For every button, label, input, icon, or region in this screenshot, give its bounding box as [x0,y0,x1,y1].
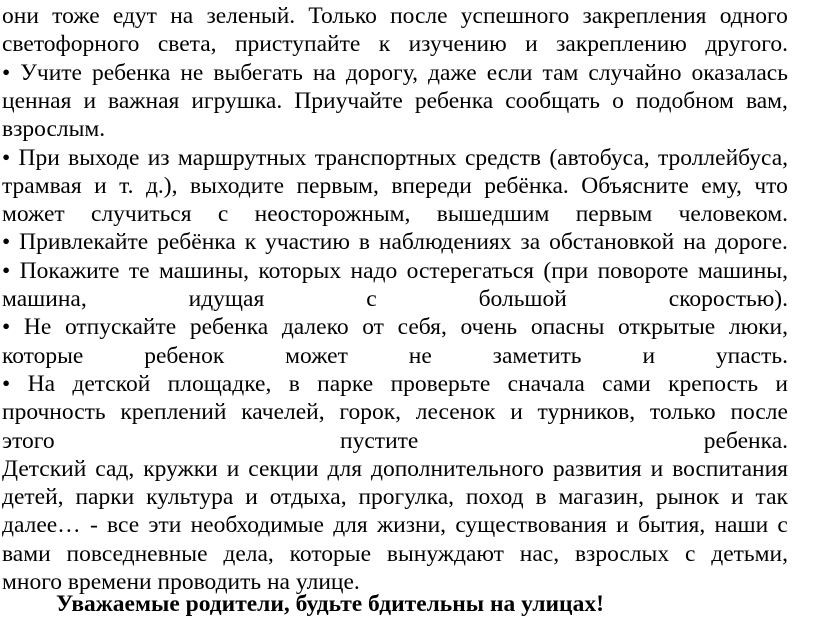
word: жизни, [376,512,447,539]
word: которых [258,257,342,284]
word: дополнительного [371,455,544,482]
word: с [217,201,229,228]
word: даже [427,59,477,86]
word: дороге. [715,229,788,256]
word: Покажите [19,257,120,284]
word: горок, [339,399,402,426]
word: идущая [188,286,265,312]
text-line [2,483,788,512]
word: не [180,59,204,86]
word: очень [460,314,518,341]
word: На [27,370,55,397]
word: турников, [537,399,636,426]
word: этого [2,427,55,454]
word: вынуждают [386,540,504,567]
word: случайно [588,59,682,86]
word: повседневные [66,540,208,567]
word: и [245,484,258,511]
word: на [266,569,290,595]
word: т. [119,172,134,199]
word: наши [714,512,769,539]
word: важная [108,87,180,114]
word: Учите [20,59,82,86]
word: там [542,59,579,86]
word: парке [317,370,374,397]
word: ему, [701,172,742,199]
word: детьми, [711,540,788,567]
word: нас, [519,540,560,567]
word: (автобуса, [549,144,650,171]
text-line [2,228,788,257]
word: из [147,144,170,171]
word: выбегать [213,59,303,86]
word: после [390,3,448,29]
word: в [535,484,547,511]
text-line [2,313,788,342]
word: улице. [295,569,360,595]
word: маршрутных [177,144,307,171]
word: повороте [597,257,689,284]
word: креплений [120,399,227,426]
word: люки, [728,314,788,341]
word: с [777,512,788,539]
word: себя, [397,314,447,341]
word: ребёнка. [484,172,569,199]
word: Только [308,3,377,29]
word: пустите [340,427,419,454]
word: если [486,59,533,86]
word: участию [265,229,350,256]
word: ребенка [189,314,269,341]
word: случиться [91,201,192,228]
word: качелей, [241,399,325,426]
word: Объясните [581,172,689,199]
word: ребенка [414,87,494,114]
word: • [2,229,11,256]
word: подобном [635,87,734,114]
word: детей, [2,484,64,511]
word: которые [2,342,84,369]
word: дорогу, [345,59,418,86]
word: от [362,314,384,341]
word: что [754,172,788,199]
text-line [2,144,788,173]
word: о [612,87,624,114]
word: культура [146,484,234,511]
word: и [94,172,107,199]
word: машины, [697,257,788,284]
word: При [18,144,60,171]
word: • [2,257,11,284]
text-line [2,342,788,371]
word: света, [157,31,217,58]
word: прочность [2,399,106,426]
word: для [327,455,363,482]
word: сообщать [505,87,601,114]
word: закреплению [556,31,687,58]
word: для [333,512,368,539]
word: может [285,342,348,369]
text-line [2,370,788,399]
word: средств [464,144,542,171]
word: отдыха, [269,484,347,511]
text-line [2,427,788,456]
word: и [731,484,744,511]
text-line [2,285,788,314]
word: и [525,31,538,58]
word: взрослых [574,540,670,567]
word: скоростью). [668,286,788,312]
word: после [730,399,788,426]
word: выходите [189,172,285,199]
word: и [226,455,240,482]
word: закрепления [582,3,707,29]
word: сначала [507,370,585,397]
word: игрушка. [191,87,283,114]
word: • [2,59,11,86]
word: воспитания [672,455,788,482]
word: ребенка [92,59,171,86]
word: те [128,257,150,284]
word: машина, [2,286,87,312]
word: первым [575,201,653,228]
word: одного [719,3,788,29]
word: не [408,342,432,369]
word: и [83,87,97,114]
word: проверьте [390,370,491,397]
word: • [2,370,11,397]
word: едут [112,3,157,29]
word: крепость [668,370,759,397]
closing-appeal: Уважаемые родители, будьте бдительны на улицах! [56,591,604,617]
word: в [288,370,300,397]
word: и [616,512,629,539]
word: дела, [223,540,274,567]
word: светофорного [2,31,140,58]
word: троллейбуса, [657,144,788,171]
word: к [378,31,391,58]
word: Приучайте [294,87,403,114]
word: опасны [530,314,605,341]
word: тоже [52,3,100,29]
word: первым, [296,172,379,199]
word: с [366,286,377,312]
word: так [755,484,788,511]
word: • [2,144,11,171]
word: оказалась [691,59,788,86]
word: парки [75,484,135,511]
text-line [2,200,788,229]
word: Детский [2,455,87,482]
word: вам, [745,87,788,114]
word: прогулка, [358,484,455,511]
word: трамвая [2,172,82,199]
word: наблюдениях [378,229,512,256]
word: ребёнка [157,229,236,256]
word: заметить [492,342,582,369]
word: изучению [408,31,507,58]
text-line [2,30,788,59]
word: отпускайте [64,314,177,341]
word: и [775,370,788,397]
word: за [520,229,541,256]
word: и [510,399,523,426]
word: ценная [2,87,72,114]
text-line [2,172,788,201]
word: обстановкой [549,229,675,256]
word: лесенок [415,399,496,426]
word: они [2,3,39,29]
word: вами [2,540,51,567]
word: ребенок [144,342,225,369]
word: сами [602,370,651,397]
word: необходимые [190,512,324,539]
word: д.), [145,172,178,199]
word: впереди [391,172,472,199]
word: далее… [2,512,81,539]
word: машины, [158,257,249,284]
word: далеко [281,314,349,341]
word: • [2,314,11,341]
word: ребенка. [703,427,788,454]
word: человеком. [678,201,788,228]
text-line [2,511,788,540]
word: только [649,399,716,426]
word: проводить [157,569,262,595]
word: на [170,3,194,29]
word: рынок [655,484,720,511]
text-line [2,59,788,88]
word: и [642,342,656,369]
text-line [2,115,788,144]
word: неосторожным, [254,201,411,228]
word: эти [148,512,182,539]
word: Не [23,314,52,341]
word: к [244,229,257,256]
text-line [2,398,788,427]
word: транспортных [314,144,457,171]
word: может [2,201,65,228]
word: сад, [95,455,135,482]
word: другого. [705,31,788,58]
word: детской [72,370,151,397]
word: и [650,455,664,482]
word: кружки [143,455,218,482]
word: много [2,569,63,595]
word: выходе [68,144,140,171]
word: надо [350,257,398,284]
word: приступайте [234,31,361,58]
word: существования [455,512,607,539]
word: на [312,59,336,86]
word: Привлекайте [19,229,149,256]
word: секции [248,455,319,482]
word: взрослым. [2,116,106,143]
text-line [2,455,788,484]
word: успешного [460,3,570,29]
word: времени [67,569,152,595]
word: открытые [618,314,716,341]
text-line [2,540,788,569]
word: развития [552,455,642,482]
word: поход [465,484,524,511]
word: в [358,229,370,256]
text-line [2,87,788,116]
word: упасть. [715,342,788,369]
word: на [683,229,707,256]
word: (при [543,257,589,284]
word: зеленый. [206,3,296,29]
word: магазин, [558,484,644,511]
text-line [2,257,788,286]
word: большой [478,286,567,312]
text-line [2,2,788,31]
word: все [107,512,140,539]
word: вышедшим [436,201,550,228]
word: остерегаться [406,257,534,284]
word: площадке, [167,370,272,397]
word: которые [289,540,371,567]
word: с [684,540,696,567]
word: бытия, [637,512,706,539]
word: - [89,512,98,539]
